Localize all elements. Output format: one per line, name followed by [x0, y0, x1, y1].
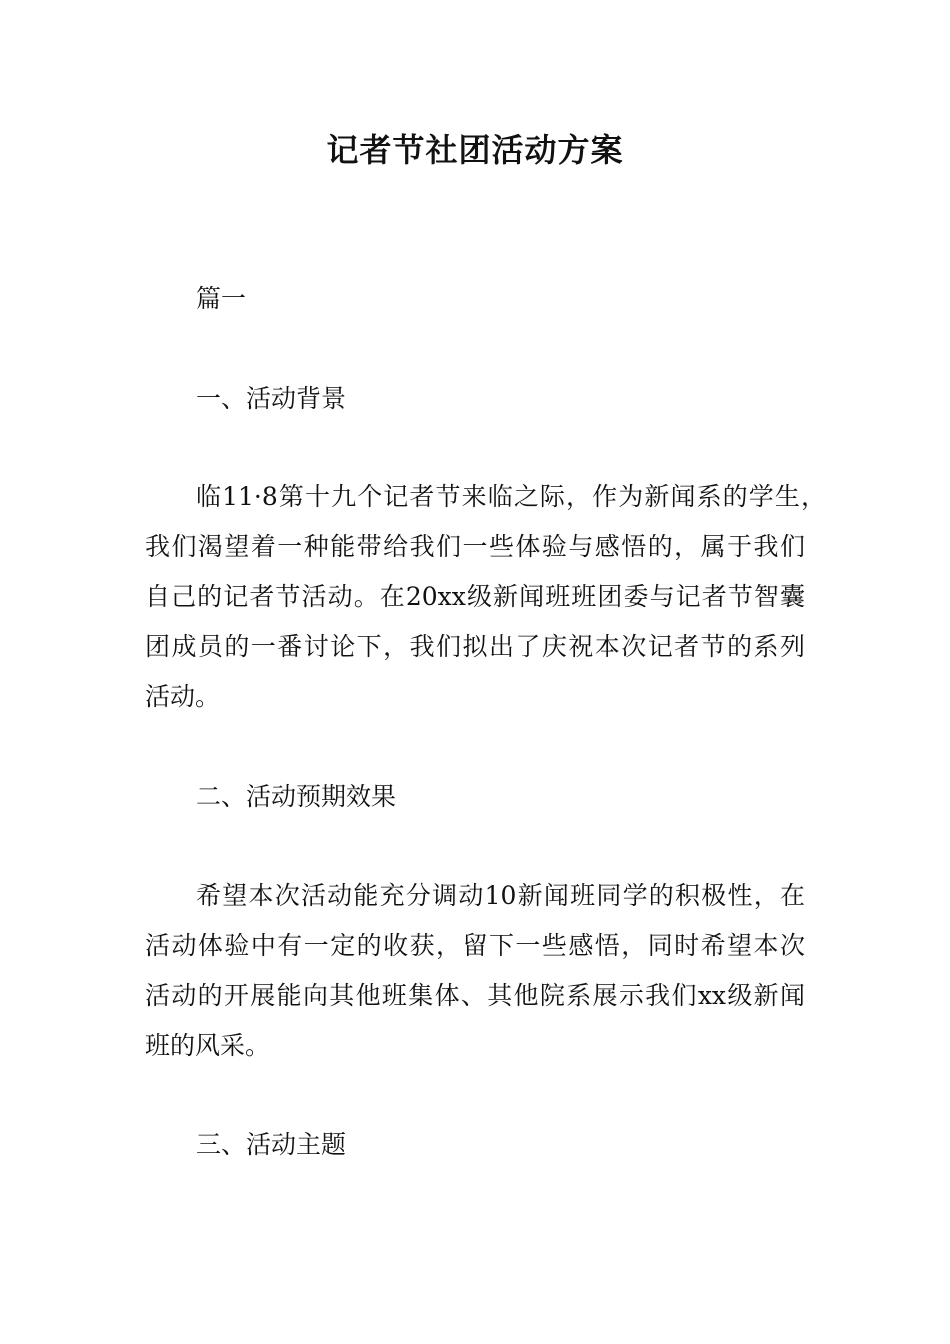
section-heading-theme: 三、活动主题	[196, 1130, 347, 1159]
paragraph-line: 活动体验中有一定的收获，留下一些感悟，同时希望本次	[145, 931, 805, 960]
section-heading-expected-effect: 二、活动预期效果	[196, 782, 397, 811]
paragraph-line: 活动的开展能向其他班集体、其他院系展示我们xx级新闻	[145, 981, 805, 1010]
document-title: 记者节社团活动方案	[326, 131, 624, 169]
section-heading-background: 一、活动背景	[196, 384, 347, 413]
paragraph-line: 我们渴望着一种能带给我们一些体验与感悟的，属于我们	[145, 532, 805, 561]
part-label: 篇一	[196, 284, 247, 313]
paragraph-line: 临11·8第十九个记者节来临之际，作为新闻系的学生，	[196, 482, 826, 511]
paragraph-line: 希望本次活动能充分调动10新闻班同学的积极性，在	[196, 881, 805, 910]
paragraph-line: 团成员的一番讨论下，我们拟出了庆祝本次记者节的系列	[145, 632, 805, 661]
paragraph-line: 活动。	[145, 682, 221, 711]
paragraph-line: 自己的记者节活动。在20xx级新闻班班团委与记者节智囊	[145, 582, 805, 611]
paragraph-line: 班的风采。	[145, 1031, 271, 1060]
